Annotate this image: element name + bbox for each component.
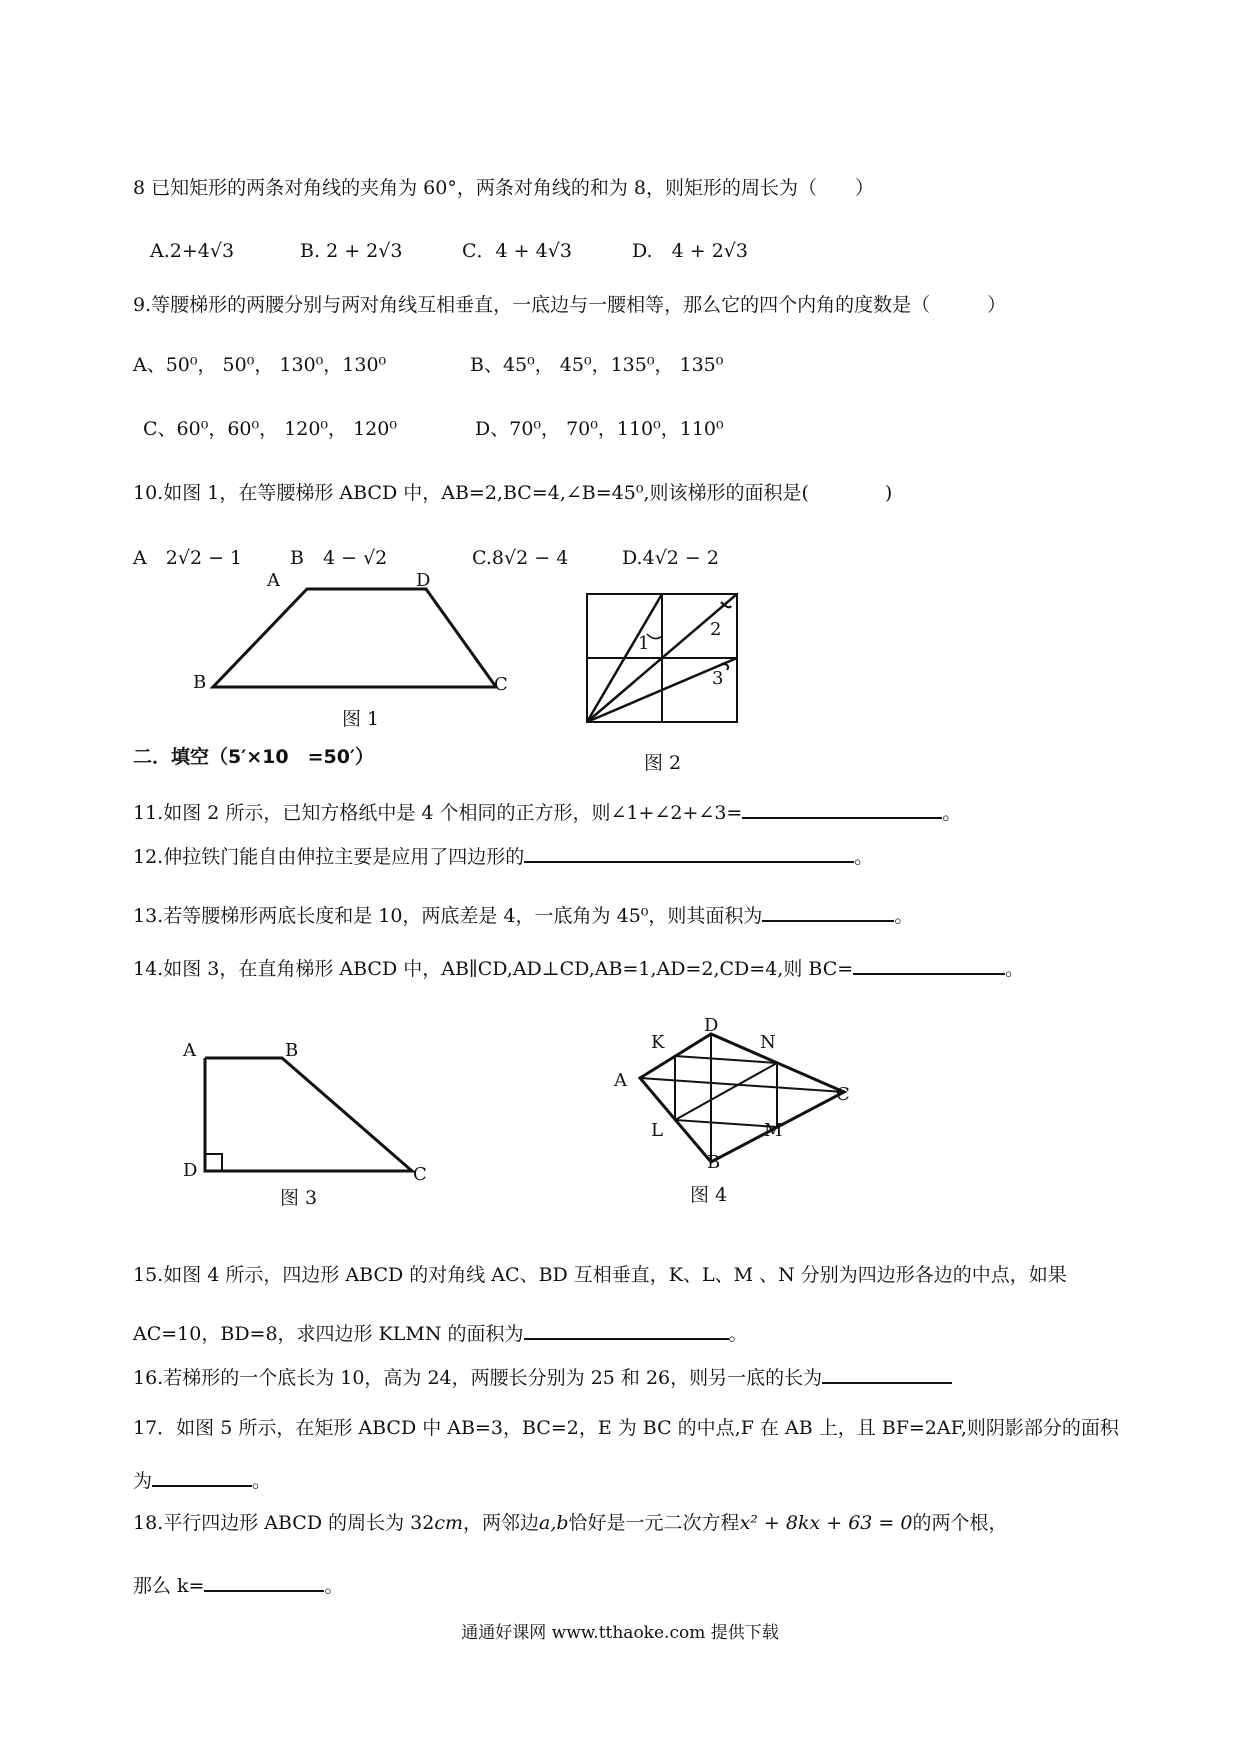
fig3-label-c: C bbox=[413, 1164, 427, 1185]
fig4-label-c: C bbox=[836, 1084, 850, 1105]
fig4-label-b: B bbox=[707, 1152, 721, 1173]
q11-answer-blank[interactable] bbox=[742, 797, 942, 819]
fig4-caption: 图 4 bbox=[690, 1184, 728, 1206]
q18-line-2: 那么 k= 。 bbox=[133, 1570, 344, 1599]
fig4-label-l: L bbox=[651, 1120, 663, 1141]
figure-3-right-trapezoid bbox=[195, 1040, 435, 1180]
q11: 11.如图 2 所示，已知方格纸中是 4 个相同的正方形，则∠1+∠2+∠3= 。 bbox=[133, 797, 961, 826]
q13-answer-blank[interactable] bbox=[762, 900, 894, 922]
q10-option-c: C.8√2 − 4 bbox=[472, 547, 569, 569]
q9-option-c: C、60⁰，60⁰， 120⁰， 120⁰ bbox=[143, 418, 397, 440]
fig3-label-a: A bbox=[183, 1040, 196, 1061]
fig4-label-k: K bbox=[651, 1032, 665, 1053]
q14-text: 14.如图 3，在直角梯形 ABCD 中，AB∥CD,AD⊥CD,AB=1,AD=2,CD=4,则 BC= bbox=[133, 958, 854, 980]
q17-line-1: 17．如图 5 所示，在矩形 ABCD 中 AB=3，BC=2，E 为 BC 的中点,F 在 AB 上，且 BF=2AF,则阴影部分的面积 bbox=[133, 1417, 1119, 1439]
fig3-label-b: B bbox=[285, 1040, 299, 1061]
q10-option-d: D.4√2 − 2 bbox=[622, 547, 719, 569]
q17-answer-blank[interactable] bbox=[152, 1465, 252, 1487]
q18-equation: x² + 8kx + 63 = 0 bbox=[739, 1512, 913, 1534]
q8-option-c: C．4 + 4√3 bbox=[462, 240, 572, 262]
q9-option-b: B、45⁰， 45⁰，135⁰， 135⁰ bbox=[470, 354, 724, 376]
q15-answer-blank[interactable] bbox=[524, 1318, 729, 1340]
fig2-angle-1: 1 bbox=[638, 633, 650, 654]
q12-text: 12.伸拉铁门能自由伸拉主要是应用了四边形的 bbox=[133, 846, 525, 868]
q9-option-d: D、70⁰， 70⁰，110⁰，110⁰ bbox=[475, 418, 724, 440]
q17-line-2: 为 。 bbox=[133, 1465, 271, 1494]
q11-text: 11.如图 2 所示，已知方格纸中是 4 个相同的正方形，则∠1+∠2+∠3= bbox=[133, 802, 743, 824]
q18-unit: cm bbox=[434, 1512, 463, 1534]
q8-option-a: A.2+4√3 bbox=[150, 240, 235, 262]
q18-text: 那么 k= bbox=[133, 1575, 205, 1597]
figure-4-quadrilateral bbox=[600, 1020, 870, 1170]
fig1-label-b: B bbox=[193, 672, 207, 693]
figure-2-grid bbox=[585, 592, 745, 732]
q9-option-a: A、50⁰， 50⁰， 130⁰，130⁰ bbox=[133, 354, 387, 376]
q12-answer-blank[interactable] bbox=[524, 841, 854, 863]
fig4-label-n: N bbox=[760, 1032, 776, 1053]
q9-stem: 9.等腰梯形的两腰分别与两对角线互相垂直，一底边与一腰相等，那么它的四个内角的度数是（ ） bbox=[133, 294, 1007, 316]
fig3-label-d: D bbox=[183, 1160, 198, 1181]
q13-text: 13.若等腰梯形两底长度和是 10，两底差是 4，一底角为 45⁰，则其面积为 bbox=[133, 905, 763, 927]
q13: 13.若等腰梯形两底长度和是 10，两底差是 4，一底角为 45⁰，则其面积为 。 bbox=[133, 900, 913, 929]
fig1-label-a: A bbox=[267, 570, 280, 591]
q15-line-2: AC=10，BD=8，求四边形 KLMN 的面积为 。 bbox=[133, 1318, 748, 1347]
fig4-label-d: D bbox=[704, 1015, 719, 1036]
q18-answer-blank[interactable] bbox=[204, 1570, 324, 1592]
q10-option-b: B 4 − √2 bbox=[290, 547, 388, 569]
fig4-label-m: M bbox=[764, 1120, 783, 1141]
q10-option-a: A 2√2 − 1 bbox=[133, 547, 243, 569]
fig1-label-d: D bbox=[416, 570, 431, 591]
q16-answer-blank[interactable] bbox=[822, 1362, 952, 1384]
q8-options bbox=[0, 238, 1240, 270]
q8-stem: 8 已知矩形的两条对角线的夹角为 60°，两条对角线的和为 8，则矩形的周长为（ ） bbox=[133, 177, 874, 199]
q14: 14.如图 3，在直角梯形 ABCD 中，AB∥CD,AD⊥CD,AB=1,AD=2,CD=4,则 BC= 。 bbox=[133, 953, 1024, 982]
fig3-caption: 图 3 bbox=[280, 1187, 318, 1209]
fig2-angle-2: 2 bbox=[710, 619, 722, 640]
page-footer: 通通好课网 www.tthaoke.com 提供下载 bbox=[461, 1623, 779, 1643]
fig4-label-a: A bbox=[614, 1070, 627, 1091]
q8-option-b: B. 2 + 2√3 bbox=[300, 240, 403, 262]
q16 bbox=[133, 1362, 952, 1391]
q8-option-d: D. 4 + 2√3 bbox=[632, 240, 748, 262]
fig1-label-c: C bbox=[494, 674, 508, 695]
section-2-title: 二．填空（5′×10 =50′） bbox=[133, 746, 374, 768]
q15-line-1: 15.如图 4 所示，四边形 ABCD 的对角线 AC、BD 互相垂直，K、L、M 、N 分别为四边形各边的中点，如果 bbox=[133, 1264, 1067, 1286]
q14-answer-blank[interactable] bbox=[853, 953, 1005, 975]
q15-text: AC=10，BD=8，求四边形 KLMN 的面积为 bbox=[133, 1323, 524, 1345]
fig2-angle-3: 3 bbox=[712, 668, 724, 689]
q18-line-1: 18.平行四边形 ABCD 的周长为 32cm，两邻边a,b恰好是一元二次方程x² + 8kx + 63 = 0的两个根， bbox=[133, 1512, 1008, 1534]
fig2-caption: 图 2 bbox=[644, 752, 682, 774]
q10-stem: 10.如图 1，在等腰梯形 ABCD 中，AB=2,BC=4,∠B=45⁰,则该梯形的面积是( ) bbox=[133, 482, 893, 504]
fig1-caption: 图 1 bbox=[342, 708, 380, 730]
q16-text: 16.若梯形的一个底长为 10，高为 24，两腰长分别为 25 和 26，则另一底的长为 bbox=[133, 1367, 823, 1389]
q18-vars: a,b bbox=[539, 1512, 569, 1534]
figure-1-trapezoid bbox=[180, 570, 520, 700]
q17-text: 为 bbox=[133, 1470, 153, 1492]
q12: 12.伸拉铁门能自由伸拉主要是应用了四边形的 。 bbox=[133, 841, 873, 870]
